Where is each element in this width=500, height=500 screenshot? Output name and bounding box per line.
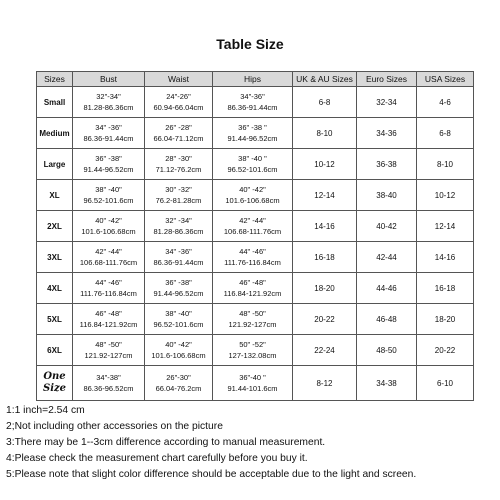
uk-au-size-cell <box>293 366 357 401</box>
uk-au-size-cell <box>293 149 357 180</box>
table-row <box>37 304 474 335</box>
uk-au-size-cell <box>293 273 357 304</box>
waist-cell-line: 71.12-76.2cm <box>155 165 202 174</box>
column-header: Bust <box>73 72 145 87</box>
column-header: Waist <box>145 72 213 87</box>
usa-size-cell-line: 16-18 <box>434 283 456 293</box>
table-row <box>37 242 474 273</box>
usa-size-cell <box>417 118 474 149</box>
size-label-cell <box>37 211 73 242</box>
euro-size-cell <box>357 273 417 304</box>
waist-cell <box>145 87 213 118</box>
bust-cell <box>73 180 145 211</box>
size-table <box>36 71 474 401</box>
size-label-cell-line: 6XL <box>47 345 62 355</box>
hips-cell-line: 91.44-96.52cm <box>227 134 278 143</box>
bust-cell <box>73 335 145 366</box>
size-label-cell-line: 4XL <box>47 283 62 293</box>
size-label-cell-line: Large <box>43 159 66 169</box>
waist-cell-line: 26" -28" <box>165 123 192 132</box>
bust-cell-line: 121.92-127cm <box>84 351 133 360</box>
hips-cell-line: 40" -42" <box>239 185 266 194</box>
usa-size-cell <box>417 242 474 273</box>
bust-cell-line: 46" -48" <box>95 309 122 318</box>
bust-cell-line: 34"-38" <box>96 373 121 382</box>
waist-cell-line: 28" -30" <box>165 154 192 163</box>
euro-size-cell-line: 36-38 <box>376 159 397 169</box>
hips-cell-line: 121.92-127cm <box>228 320 277 329</box>
hips-cell-line: 96.52-101.6cm <box>227 165 278 174</box>
waist-cell-line: 66.04-71.12cm <box>153 134 204 143</box>
size-label-cell-line: 5XL <box>47 314 62 324</box>
waist-cell-line: 81.28-86.36cm <box>153 227 204 236</box>
euro-size-cell-line: 46-48 <box>376 314 397 324</box>
bust-cell-line: 48" -50" <box>95 340 122 349</box>
uk-au-size-cell <box>293 242 357 273</box>
waist-cell <box>145 242 213 273</box>
usa-size-cell <box>417 304 474 335</box>
size-label-cell <box>37 304 73 335</box>
uk-au-size-cell <box>293 304 357 335</box>
waist-cell <box>145 211 213 242</box>
bust-cell-line: 38" -40" <box>95 185 122 194</box>
euro-size-cell <box>357 149 417 180</box>
waist-cell <box>145 366 213 401</box>
uk-au-size-cell-line: 20-22 <box>314 314 335 324</box>
uk-au-size-cell <box>293 211 357 242</box>
table-row <box>37 366 474 401</box>
bust-cell <box>73 242 145 273</box>
uk-au-size-cell-line: 14-16 <box>314 221 335 231</box>
euro-size-cell-line: 34-38 <box>376 378 397 388</box>
euro-size-cell-line: 40-42 <box>376 221 397 231</box>
euro-size-cell <box>357 87 417 118</box>
hips-cell-line: 91.44-101.6cm <box>227 384 278 393</box>
hips-cell-line: 101.6-106.68cm <box>225 196 280 205</box>
waist-cell-line: 24"-26" <box>166 92 191 101</box>
waist-cell-line: 86.36-91.44cm <box>153 258 204 267</box>
table-row <box>37 335 474 366</box>
waist-cell-line: 36" -38" <box>165 278 192 287</box>
waist-cell <box>145 149 213 180</box>
note-1: 1:1 inch=2.54 cm <box>6 405 85 416</box>
bust-cell-line: 111.76-116.84cm <box>80 289 137 298</box>
hips-cell-line: 34"-36" <box>240 92 265 101</box>
size-label-cell <box>37 149 73 180</box>
size-label-cell-line: XL <box>49 190 60 200</box>
waist-cell-line: 66.04-76.2cm <box>155 384 202 393</box>
usa-size-cell <box>417 366 474 401</box>
bust-cell-line: 44" -46" <box>95 278 122 287</box>
bust-cell-line: 86.36-96.52cm <box>83 384 134 393</box>
waist-cell-line: 40" -42" <box>165 340 192 349</box>
uk-au-size-cell-line: 22-24 <box>314 345 335 355</box>
euro-size-cell <box>357 180 417 211</box>
waist-cell-line: 60.94-66.04cm <box>153 103 204 112</box>
table-row <box>37 118 474 149</box>
bust-cell-line: 32"-34" <box>96 92 121 101</box>
size-label-cell <box>37 242 73 273</box>
bust-cell <box>73 149 145 180</box>
uk-au-size-cell-line: 8-12 <box>316 378 333 388</box>
uk-au-size-cell <box>293 335 357 366</box>
waist-cell-line: 32" -34" <box>165 216 192 225</box>
euro-size-cell <box>357 118 417 149</box>
bust-cell <box>73 87 145 118</box>
bust-cell-line: 106.68-111.76cm <box>79 258 138 267</box>
hips-cell-line: 38" -40 " <box>238 154 267 163</box>
note-3: 3:There may be 1--3cm difference according to manual measurement. <box>6 437 326 448</box>
bust-cell <box>73 211 145 242</box>
bust-cell-line: 91.44-96.52cm <box>83 165 134 174</box>
column-header: USA Sizes <box>417 72 474 87</box>
table-row <box>37 211 474 242</box>
usa-size-cell-line: 14-16 <box>434 252 456 262</box>
uk-au-size-cell-line: 8-10 <box>316 128 333 138</box>
hips-cell-line: 36" -38 " <box>238 123 267 132</box>
waist-cell-line: 76.2-81.28cm <box>155 196 202 205</box>
hips-cell-line: 86.36-91.44cm <box>227 103 278 112</box>
euro-size-cell <box>357 304 417 335</box>
bust-cell-line: 86.36-91.44cm <box>83 134 134 143</box>
usa-size-cell-line: 6-10 <box>436 378 453 388</box>
usa-size-cell-line: 18-20 <box>434 314 456 324</box>
hips-cell <box>213 304 293 335</box>
euro-size-cell <box>357 366 417 401</box>
uk-au-size-cell <box>293 118 357 149</box>
euro-size-cell-line: 44-46 <box>376 283 397 293</box>
size-label-cell-line: One <box>43 371 66 382</box>
euro-size-cell <box>357 242 417 273</box>
hips-cell-line: 44" -46" <box>239 247 266 256</box>
usa-size-cell-line: 6-8 <box>439 128 451 138</box>
uk-au-size-cell <box>293 87 357 118</box>
euro-size-cell <box>357 335 417 366</box>
hips-cell-line: 36"-40 " <box>239 373 266 382</box>
hips-cell-line: 46" -48" <box>239 278 266 287</box>
euro-size-cell <box>357 211 417 242</box>
size-label-cell-line: Small <box>43 97 66 107</box>
waist-cell <box>145 118 213 149</box>
waist-cell <box>145 273 213 304</box>
hips-cell-line: 127-132.08cm <box>228 351 277 360</box>
hips-cell <box>213 273 293 304</box>
size-label-cell-line: 2XL <box>47 221 62 231</box>
size-label-cell <box>37 87 73 118</box>
size-label-cell-line: Size <box>42 383 67 394</box>
bust-cell-line: 36" -38" <box>95 154 122 163</box>
bust-cell-line: 81.28-86.36cm <box>83 103 134 112</box>
hips-cell <box>213 118 293 149</box>
bust-cell-line: 96.52-101.6cm <box>83 196 134 205</box>
bust-cell-line: 101.6-106.68cm <box>81 227 136 236</box>
usa-size-cell-line: 20-22 <box>434 345 456 355</box>
column-header: Hips <box>213 72 293 87</box>
size-label-cell <box>37 118 73 149</box>
usa-size-cell <box>417 211 474 242</box>
notes <box>6 403 496 483</box>
uk-au-size-cell-line: 10-12 <box>314 159 335 169</box>
hips-cell <box>213 366 293 401</box>
hips-cell <box>213 180 293 211</box>
size-label-cell <box>37 180 73 211</box>
usa-size-cell-line: 4-6 <box>439 97 451 107</box>
bust-cell <box>73 366 145 401</box>
hips-cell-line: 106.68-111.76cm <box>223 227 282 236</box>
usa-size-cell <box>417 335 474 366</box>
usa-size-cell <box>417 149 474 180</box>
waist-cell <box>145 335 213 366</box>
waist-cell-line: 38" -40" <box>165 309 192 318</box>
hips-cell-line: 50" -52" <box>239 340 266 349</box>
waist-cell-line: 101.6-106.68cm <box>151 351 206 360</box>
note-5: 5:Please note that slight color difference should be acceptable due to the light and screen. <box>6 469 417 480</box>
table-row <box>37 180 474 211</box>
waist-cell-line: 34" -36" <box>165 247 192 256</box>
hips-cell <box>213 149 293 180</box>
uk-au-size-cell-line: 16-18 <box>314 252 335 262</box>
size-label-cell-line: 3XL <box>47 252 62 262</box>
size-label-cell <box>37 335 73 366</box>
euro-size-cell-line: 32-34 <box>376 97 397 107</box>
hips-cell <box>213 242 293 273</box>
euro-size-cell-line: 38-40 <box>376 190 397 200</box>
usa-size-cell <box>417 87 474 118</box>
uk-au-size-cell <box>293 180 357 211</box>
bust-cell-line: 40" -42" <box>95 216 122 225</box>
uk-au-size-cell-line: 18-20 <box>314 283 335 293</box>
usa-size-cell-line: 12-14 <box>434 221 456 231</box>
bust-cell-line: 34" -36" <box>95 123 122 132</box>
usa-size-cell-line: 10-12 <box>434 190 456 200</box>
note-4: 4:Please check the measurement chart carefully before you buy it. <box>6 453 308 464</box>
hips-cell <box>213 87 293 118</box>
waist-cell <box>145 304 213 335</box>
usa-size-cell-line: 8-10 <box>436 159 453 169</box>
euro-size-cell-line: 42-44 <box>376 252 397 262</box>
waist-cell-line: 96.52-101.6cm <box>153 320 204 329</box>
column-header: UK & AU Sizes <box>293 72 357 87</box>
hips-cell-line: 48" -50" <box>239 309 266 318</box>
table-row <box>37 273 474 304</box>
table-row <box>37 149 474 180</box>
hips-cell <box>213 335 293 366</box>
hips-cell-line: 42" -44" <box>239 216 266 225</box>
page-title: Table Size <box>216 36 284 52</box>
bust-cell-line: 116.84-121.92cm <box>79 320 138 329</box>
note-2: 2;Not including other accessories on the picture <box>6 421 223 432</box>
euro-size-cell-line: 34-36 <box>376 128 397 138</box>
size-label-cell-line: Medium <box>39 128 70 138</box>
uk-au-size-cell-line: 6-8 <box>318 97 331 107</box>
bust-cell <box>73 304 145 335</box>
column-header: Sizes <box>37 72 73 87</box>
bust-cell-line: 42" -44" <box>95 247 122 256</box>
size-label-cell <box>37 273 73 304</box>
size-label-cell <box>37 366 73 401</box>
table-header-row <box>37 72 474 87</box>
waist-cell-line: 30" -32" <box>165 185 192 194</box>
hips-cell-line: 111.76-116.84cm <box>224 258 281 267</box>
uk-au-size-cell-line: 12-14 <box>314 190 335 200</box>
usa-size-cell <box>417 273 474 304</box>
hips-cell-line: 116.84-121.92cm <box>223 289 282 298</box>
waist-cell-line: 26"-30" <box>166 373 191 382</box>
usa-size-cell <box>417 180 474 211</box>
column-header: Euro Sizes <box>357 72 417 87</box>
table-row <box>37 87 474 118</box>
euro-size-cell-line: 48-50 <box>376 345 397 355</box>
bust-cell <box>73 273 145 304</box>
hips-cell <box>213 211 293 242</box>
waist-cell-line: 91.44-96.52cm <box>153 289 204 298</box>
bust-cell <box>73 118 145 149</box>
table-body <box>37 87 474 401</box>
waist-cell <box>145 180 213 211</box>
